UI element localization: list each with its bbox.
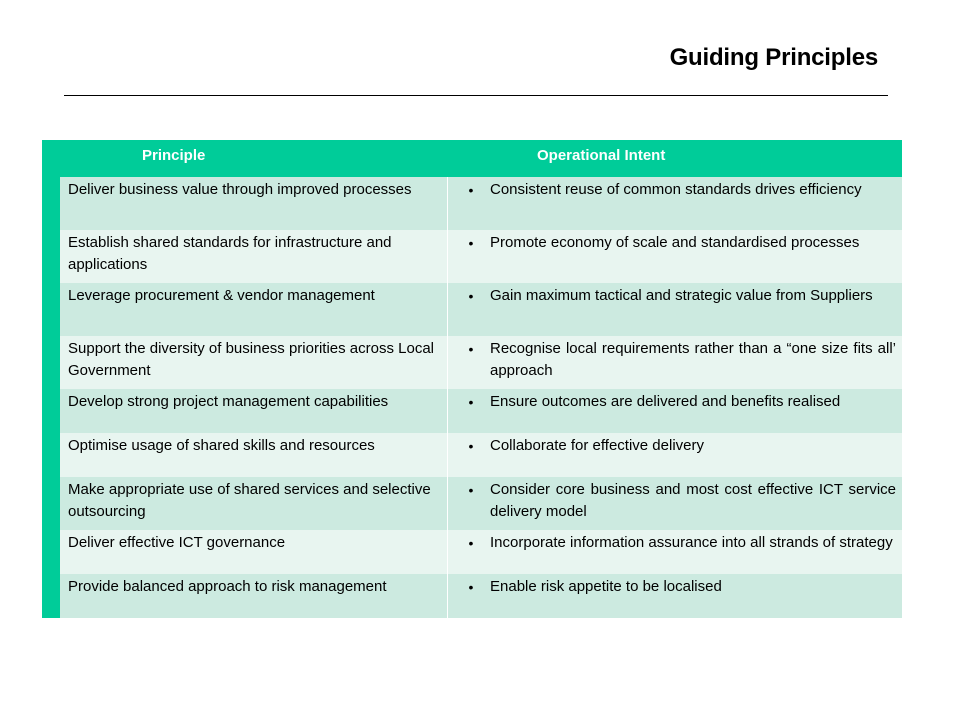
row-marker (42, 177, 60, 230)
intent-cell (448, 177, 902, 230)
row-marker (42, 230, 60, 283)
bullet-icon: • (468, 394, 474, 410)
intent-text: Promote economy of scale and standardised processes (490, 234, 860, 251)
principles-table (42, 140, 902, 618)
principle-cell: Support the diversity of business priorities across Local Government (60, 336, 448, 389)
row-marker (42, 283, 60, 336)
title-divider (64, 95, 888, 96)
intent-cell (448, 433, 902, 477)
bullet-icon: • (468, 482, 474, 498)
intent-cell (448, 283, 902, 336)
intent-cell (448, 336, 902, 389)
principle-cell: Leverage procurement & vendor management (60, 283, 448, 336)
row-marker (42, 530, 60, 574)
header-principle: Principle (142, 147, 206, 164)
principle-cell: Make appropriate use of shared services and selective outsourcing (60, 477, 448, 530)
table-row (42, 283, 902, 336)
intent-text: Ensure outcomes are delivered and benefits realised (490, 393, 841, 410)
intent-text: Consistent reuse of common standards drives efficiency (490, 181, 862, 198)
table-row (42, 389, 902, 433)
row-marker (42, 433, 60, 477)
row-marker (42, 477, 60, 530)
principle-cell: Deliver effective ICT governance (60, 530, 448, 574)
table-row (42, 477, 902, 530)
table-row (42, 574, 902, 618)
table-header-row (42, 140, 902, 177)
principle-cell: Provide balanced approach to risk management (60, 574, 448, 618)
bullet-icon: • (468, 182, 474, 198)
intent-text: Gain maximum tactical and strategic value from Suppliers (490, 287, 873, 304)
table-row (42, 177, 902, 230)
principle-cell: Optimise usage of shared skills and resources (60, 433, 448, 477)
bullet-icon: • (468, 535, 474, 551)
intent-text: Enable risk appetite to be localised (490, 578, 722, 595)
intent-cell (448, 477, 902, 530)
intent-text: Recognise local requirements rather than a “one size fits all’ approach (490, 340, 896, 379)
intent-cell (448, 530, 902, 574)
intent-cell (448, 574, 902, 618)
intent-cell (448, 389, 902, 433)
intent-text: Collaborate for effective delivery (490, 437, 704, 454)
table-row (42, 230, 902, 283)
principle-cell: Establish shared standards for infrastructure and applications (60, 230, 448, 283)
intent-text: Consider core business and most cost effective ICT service delivery model (490, 481, 896, 520)
table-row (42, 433, 902, 477)
row-marker (42, 574, 60, 618)
bullet-icon: • (468, 438, 474, 454)
intent-text: Incorporate information assurance into all strands of strategy (490, 534, 893, 551)
table-row (42, 530, 902, 574)
slide-title: Guiding Principles (669, 44, 878, 71)
row-marker (42, 389, 60, 433)
bullet-icon: • (468, 288, 474, 304)
principle-cell: Deliver business value through improved processes (60, 177, 448, 230)
table-row (42, 336, 902, 389)
row-marker (42, 336, 60, 389)
intent-cell (448, 230, 902, 283)
bullet-icon: • (468, 579, 474, 595)
principle-cell: Develop strong project management capabilities (60, 389, 448, 433)
bullet-icon: • (468, 235, 474, 251)
bullet-icon: • (468, 341, 474, 357)
header-operational-intent: Operational Intent (537, 147, 666, 164)
